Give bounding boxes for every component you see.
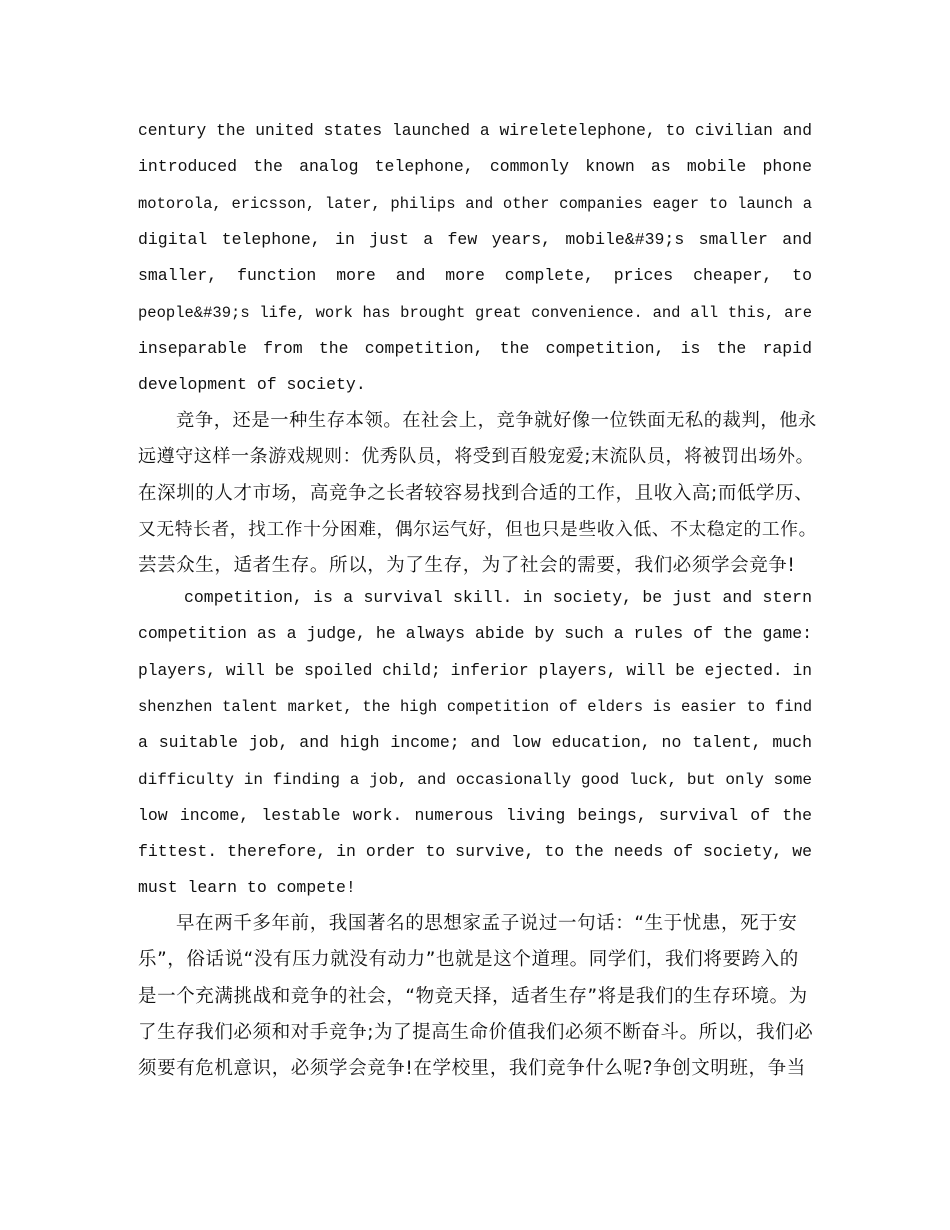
paragraph-2-line: 在深圳的人才市场，高竞争之长者较容易找到合适的工作，且收入高;而低学历、 (138, 483, 814, 504)
paragraph-1-line: development of society. (138, 375, 366, 394)
paragraph-4-line: 乐”，俗话说“没有压力就没有动力”也就是这个道理。同学们，我们将要跨入的 (138, 949, 799, 970)
paragraph-1-line: century the united states launched a wireletelephone, to civilian and (138, 121, 812, 140)
paragraph-4-line: 早在两千多年前，我国著名的思想家孟子说过一句话：“生于忧患，死于安 (176, 913, 798, 934)
paragraph-2-line: 又无特长者，找工作十分困难，偶尔运气好，但也只是些收入低、不太稳定的工作。 (138, 520, 817, 540)
paragraph-3-line: a suitable job, and high income; and low education, no talent, much (138, 733, 812, 752)
paragraph-3-line: competition, is a survival skill. in society, be just and stern (184, 588, 812, 607)
paragraph-1-line: smaller, function more and more complete, prices cheaper, to (138, 266, 812, 285)
paragraph-2-line: 竞争，还是一种生存本领。在社会上，竞争就好像一位铁面无私的裁判，他永 (176, 410, 817, 431)
paragraph-1-line: introduced the analog telephone, commonly known as mobile phone (138, 157, 812, 176)
paragraph-1-line: digital telephone, in just a few years, mobile&#39;s smaller and (138, 230, 812, 249)
paragraph-4-line: 须要有危机意识，必须学会竞争!在学校里，我们竞争什么呢?争创文明班，争当 (138, 1058, 806, 1079)
paragraph-4-line: 了生存我们必须和对手竞争;为了提高生命价值我们必须不断奋斗。所以，我们必 (138, 1022, 814, 1043)
paragraph-3-line: players, will be spoiled child; inferior players, will be ejected. in (138, 661, 812, 680)
paragraph-3-line: fittest. therefore, in order to survive, to the needs of society, we (138, 842, 812, 861)
paragraph-1-line: people&#39;s life, work has brought great convenience. and all this, are (138, 304, 812, 322)
paragraph-3-line: low income, lestable work. numerous living beings, survival of the (138, 806, 812, 825)
paragraph-3-line: shenzhen talent market, the high competition of elders is easier to find (138, 698, 812, 716)
paragraph-1-line: motorola, ericsson, later, philips and other companies eager to launch a (138, 195, 812, 213)
paragraph-3-line: difficulty in finding a job, and occasionally good luck, but only some (138, 771, 812, 789)
paragraph-2-line: 远遵守这样一条游戏规则：优秀队员，将受到百般宠爱;末流队员，将被罚出场外。 (138, 446, 815, 467)
paragraph-3-line: must learn to compete! (138, 878, 356, 897)
paragraph-3-line: competition as a judge, he always abide by such a rules of the game: (138, 624, 812, 643)
paragraph-2-line: 芸芸众生，适者生存。所以，为了生存，为了社会的需要，我们必须学会竞争! (138, 555, 796, 576)
paragraph-4-line: 是一个充满挑战和竞争的社会，“物竞天择，适者生存”将是我们的生存环境。为 (138, 986, 808, 1007)
paragraph-1-line: inseparable from the competition, the competition, is the rapid (138, 339, 812, 358)
